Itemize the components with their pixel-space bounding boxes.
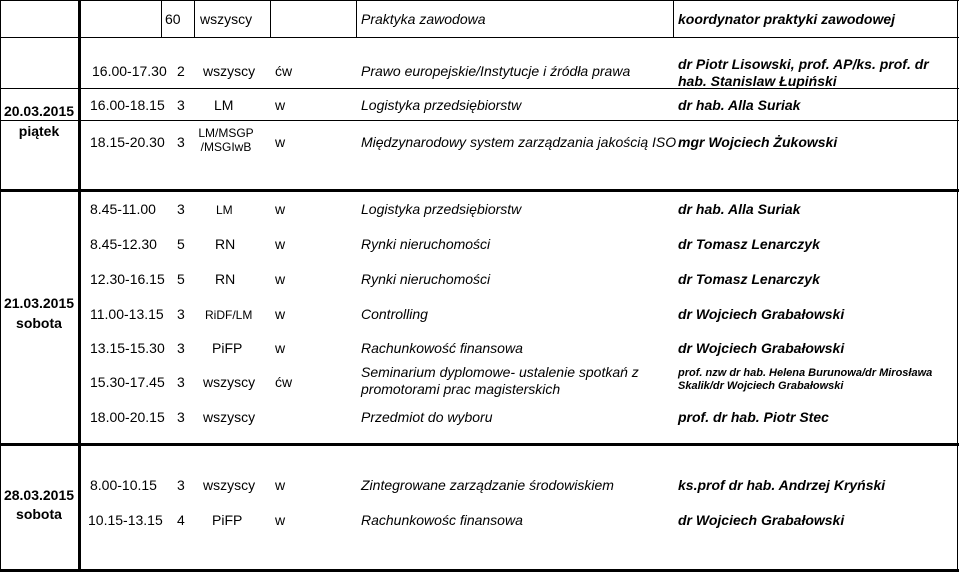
group-cell: wszyscy [203, 409, 256, 425]
subject-cell: Praktyka zawodowa [361, 11, 486, 27]
group-cell: RN [215, 271, 236, 287]
day-cell: piątek [18, 123, 60, 139]
form-cell: ćw [275, 374, 293, 390]
form-cell: w [275, 134, 286, 150]
hours-cell: 3 [177, 306, 185, 322]
grid-line [78, 0, 81, 572]
subject-cell: Przedmiot do wyboru [361, 409, 493, 425]
group-cell: wszyscy [203, 374, 256, 390]
grid-line [270, 0, 271, 37]
group-cell: wszyscy [203, 477, 256, 493]
time-cell: 10.15-13.15 [88, 512, 163, 528]
section-divider [0, 443, 959, 446]
teacher-cell: dr hab. Alla Suriak [678, 97, 801, 113]
hours-cell: 5 [177, 271, 185, 287]
form-cell: w [275, 340, 286, 356]
hours-cell: 3 [177, 477, 185, 493]
time-cell: 11.00-13.15 [90, 306, 164, 322]
time-cell: 8.45-12.30 [90, 236, 157, 252]
teacher-cell: dr Piotr Lisowski, prof. AP/ks. prof. dr hab. Stanislaw Łupiński [678, 56, 929, 89]
grid-line [957, 0, 958, 572]
subject-cell: Rachunkowość finansowa [361, 340, 523, 356]
teacher-cell: dr Tomasz Lenarczyk [678, 236, 820, 252]
subject-cell: Logistyka przedsiębiorstw [361, 201, 522, 217]
teacher-cell: koordynator praktyki zawodowej [678, 11, 896, 27]
grid-line [161, 0, 162, 37]
subject-cell: Logistyka przedsiębiorstw [361, 97, 522, 113]
time-cell: 15.30-17.45 [90, 374, 165, 390]
group-cell: RN [215, 236, 236, 252]
form-cell: w [275, 477, 286, 493]
teacher-cell: dr Wojciech Grabałowski [678, 306, 845, 322]
subject-cell: Rachunkowośc finansowa [361, 512, 523, 528]
grid-line [0, 120, 959, 121]
form-cell: w [275, 201, 286, 217]
time-cell: 8.45-11.00 [90, 201, 156, 217]
hours-cell: 3 [177, 97, 185, 113]
teacher-cell: dr hab. Alla Suriak [678, 201, 801, 217]
subject-cell: Seminarium dyplomowe- ustalenie spotkań z promotorami prac magisterskich [361, 364, 639, 397]
hours-cell: 4 [177, 512, 185, 528]
hours-cell: 3 [177, 374, 185, 390]
grid-line [356, 0, 357, 37]
date-cell: 21.03.2015 [3, 295, 75, 311]
hours-cell: 5 [177, 236, 185, 252]
group-cell: RiDF/LM [205, 308, 253, 322]
grid-line [0, 0, 959, 1]
teacher-cell: dr Wojciech Grabałowski [678, 512, 845, 528]
group-cell: PiFP [212, 512, 243, 528]
grid-line [0, 37, 959, 38]
hours-cell: 3 [177, 340, 185, 356]
hours-cell: 3 [177, 409, 185, 425]
hours-cell: 2 [177, 63, 185, 79]
grid-line [0, 0, 1, 572]
day-cell: sobota [16, 315, 62, 331]
group-cell: LM/MSGP /MSGIwB [198, 126, 254, 155]
form-cell: w [275, 236, 286, 252]
subject-cell: Rynki nieruchomości [361, 271, 491, 287]
time-cell: 18.00-20.15 [90, 409, 165, 425]
subject-cell: Rynki nieruchomości [361, 236, 491, 252]
grid-line [673, 0, 674, 37]
form-cell: w [275, 512, 286, 528]
subject-cell: Zintegrowane zarządzanie środowiskiem [361, 477, 614, 493]
group-cell: wszyscy [200, 11, 253, 27]
hours-cell: 60 [165, 11, 181, 27]
day-cell: sobota [16, 506, 62, 522]
hours-cell: 3 [177, 134, 185, 150]
date-cell: 28.03.2015 [3, 487, 75, 503]
subject-cell: Controlling [361, 306, 428, 322]
hours-cell: 3 [177, 201, 185, 217]
date-cell: 20.03.2015 [3, 103, 75, 119]
teacher-cell: mgr Wojciech Żukowski [678, 134, 838, 150]
time-cell: 16.00-17.30 [92, 63, 167, 79]
group-cell: wszyscy [203, 63, 256, 79]
teacher-cell: dr Wojciech Grabałowski [678, 340, 845, 356]
subject-cell: Międzynarodowy system zarządzania jakością ISO [361, 134, 677, 150]
teacher-cell: prof. nzw dr hab. Helena Burunowa/dr Mirosława Skalik/dr Wojciech Grabałowski [678, 367, 933, 393]
group-cell: LM [216, 203, 233, 217]
form-cell: w [275, 271, 286, 287]
section-divider [0, 189, 959, 192]
form-cell: w [275, 306, 286, 322]
form-cell: w [275, 97, 286, 113]
grid-line [194, 0, 195, 37]
form-cell: ćw [275, 63, 293, 79]
subject-cell: Prawo europejskie/Instytucje i źródła prawa [361, 63, 631, 79]
group-cell: LM [214, 97, 234, 113]
time-cell: 12.30-16.15 [90, 271, 165, 287]
time-cell: 13.15-15.30 [90, 340, 165, 356]
teacher-cell: prof. dr hab. Piotr Stec [678, 409, 829, 425]
teacher-cell: dr Tomasz Lenarczyk [678, 271, 820, 287]
group-cell: PiFP [212, 340, 243, 356]
time-cell: 18.15-20.30 [90, 134, 165, 150]
time-cell: 16.00-18.15 [90, 97, 165, 113]
time-cell: 8.00-10.15 [90, 477, 157, 493]
teacher-cell: ks.prof dr hab. Andrzej Kryński [678, 477, 886, 493]
